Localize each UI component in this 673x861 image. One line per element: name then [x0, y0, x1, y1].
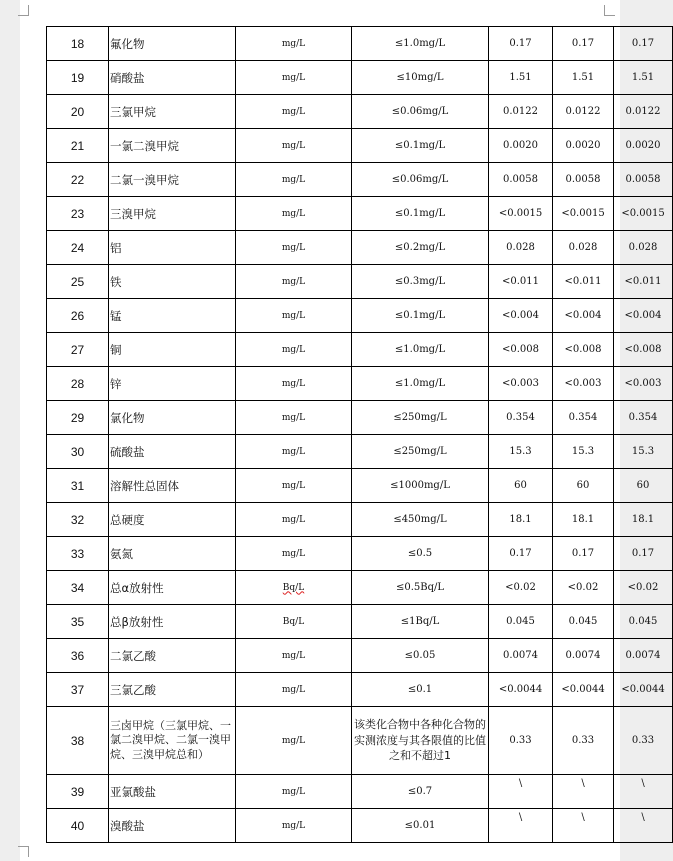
- result-cell: <0.008: [489, 333, 553, 367]
- result-cell: <0.0015: [614, 197, 673, 231]
- page-corner-mark: [18, 846, 29, 857]
- limit-cell: ≤1.0mg/L: [352, 27, 489, 61]
- unit-cell: mg/L: [236, 27, 352, 61]
- table-row: [47, 27, 673, 61]
- limit-cell: ≤10mg/L: [352, 61, 489, 95]
- result-cell: 0.028: [614, 231, 673, 265]
- result-cell: 0.354: [489, 401, 553, 435]
- unit-cell: mg/L: [236, 265, 352, 299]
- table-row: [47, 231, 673, 265]
- table-row: [47, 537, 673, 571]
- result-cell: <0.003: [614, 367, 673, 401]
- result-cell: 0.045: [614, 605, 673, 639]
- result-cell: 0.0074: [614, 639, 673, 673]
- result-cell: <0.008: [614, 333, 673, 367]
- table-row: [47, 605, 673, 639]
- result-cell: <0.004: [553, 299, 614, 333]
- page-corner-mark: [604, 5, 615, 16]
- item-name: 氨氮: [109, 537, 236, 571]
- row-index: 33: [47, 537, 109, 571]
- item-name: 铝: [109, 231, 236, 265]
- item-name: 一氯二溴甲烷: [109, 129, 236, 163]
- limit-cell: ≤0.05: [352, 639, 489, 673]
- result-cell: <0.0015: [553, 197, 614, 231]
- row-index: 23: [47, 197, 109, 231]
- item-name: 二氯一溴甲烷: [109, 163, 236, 197]
- item-name: 三卤甲烷（三氯甲烷、一氯二溴甲烷、二氯一溴甲烷、三溴甲烷总和）: [109, 707, 236, 775]
- unit-cell: mg/L: [236, 163, 352, 197]
- result-cell: <0.0044: [614, 673, 673, 707]
- result-cell: <0.0044: [489, 673, 553, 707]
- table-row: [47, 775, 673, 809]
- unit-cell: mg/L: [236, 435, 352, 469]
- limit-cell: 该类化合物中各种化合物的实测浓度与其各限值的比值之和不超过1: [352, 707, 489, 775]
- result-cell: 1.51: [489, 61, 553, 95]
- item-name: 溴酸盐: [109, 809, 236, 843]
- result-cell: 0.045: [489, 605, 553, 639]
- table-row: [47, 571, 673, 605]
- row-index: 35: [47, 605, 109, 639]
- unit-cell: mg/L: [236, 95, 352, 129]
- limit-cell: ≤250mg/L: [352, 401, 489, 435]
- limit-cell: ≤450mg/L: [352, 503, 489, 537]
- unit-cell: mg/L: [236, 537, 352, 571]
- row-index: 37: [47, 673, 109, 707]
- result-cell: <0.011: [614, 265, 673, 299]
- row-index: 28: [47, 367, 109, 401]
- item-name: 三氯乙酸: [109, 673, 236, 707]
- row-index: 22: [47, 163, 109, 197]
- unit-cell: mg/L: [236, 503, 352, 537]
- result-cell: 0.17: [553, 27, 614, 61]
- table-row: [47, 333, 673, 367]
- row-index: 24: [47, 231, 109, 265]
- result-cell: <0.004: [489, 299, 553, 333]
- item-name: 硝酸盐: [109, 61, 236, 95]
- item-name: 锌: [109, 367, 236, 401]
- result-cell: 0.17: [614, 537, 673, 571]
- result-cell: <0.003: [553, 367, 614, 401]
- unit-cell: [236, 571, 352, 605]
- spellcheck-underline: Bq/L: [282, 582, 305, 593]
- row-index: 20: [47, 95, 109, 129]
- limit-cell: ≤1Bq/L: [352, 605, 489, 639]
- result-cell: \: [614, 775, 673, 809]
- row-index: 32: [47, 503, 109, 537]
- item-name: 总β放射性: [109, 605, 236, 639]
- unit-cell: mg/L: [236, 707, 352, 775]
- row-index: 25: [47, 265, 109, 299]
- unit-cell: mg/L: [236, 809, 352, 843]
- limit-cell: ≤0.06mg/L: [352, 163, 489, 197]
- result-cell: 0.33: [614, 707, 673, 775]
- result-cell: 60: [614, 469, 673, 503]
- item-name: 二氯乙酸: [109, 639, 236, 673]
- table-row: [47, 265, 673, 299]
- item-name: 亚氯酸盐: [109, 775, 236, 809]
- limit-cell: ≤1000mg/L: [352, 469, 489, 503]
- limit-cell: ≤0.2mg/L: [352, 231, 489, 265]
- result-cell: \: [553, 809, 614, 843]
- row-index: 29: [47, 401, 109, 435]
- unit-cell: mg/L: [236, 333, 352, 367]
- limit-cell: ≤1.0mg/L: [352, 367, 489, 401]
- item-name: 三氯甲烷: [109, 95, 236, 129]
- table-row: [47, 367, 673, 401]
- result-cell: <0.0044: [553, 673, 614, 707]
- item-name: 铁: [109, 265, 236, 299]
- limit-cell: ≤0.1mg/L: [352, 299, 489, 333]
- result-cell: 18.1: [614, 503, 673, 537]
- result-cell: 0.0058: [614, 163, 673, 197]
- unit-cell: mg/L: [236, 197, 352, 231]
- table-row: [47, 129, 673, 163]
- result-cell: \: [489, 809, 553, 843]
- result-cell: <0.004: [614, 299, 673, 333]
- table-row: [47, 469, 673, 503]
- result-cell: 0.045: [553, 605, 614, 639]
- unit-cell: mg/L: [236, 469, 352, 503]
- table-row: [47, 95, 673, 129]
- table-row: [47, 673, 673, 707]
- result-cell: 0.0020: [614, 129, 673, 163]
- result-cell: <0.011: [489, 265, 553, 299]
- limit-cell: ≤0.01: [352, 809, 489, 843]
- result-cell: 0.028: [553, 231, 614, 265]
- result-cell: 0.17: [489, 27, 553, 61]
- result-cell: 0.0058: [553, 163, 614, 197]
- unit-cell: mg/L: [236, 639, 352, 673]
- table-row: [47, 61, 673, 95]
- limit-cell: ≤0.06mg/L: [352, 95, 489, 129]
- item-name: 氟化物: [109, 27, 236, 61]
- result-cell: <0.011: [553, 265, 614, 299]
- result-cell: 0.33: [553, 707, 614, 775]
- table-row: [47, 707, 673, 775]
- page-corner-mark: [18, 5, 29, 16]
- row-index: 38: [47, 707, 109, 775]
- unit-cell: mg/L: [236, 129, 352, 163]
- limit-cell: ≤0.7: [352, 775, 489, 809]
- result-cell: 0.17: [614, 27, 673, 61]
- row-index: 34: [47, 571, 109, 605]
- result-cell: \: [553, 775, 614, 809]
- table-row: [47, 503, 673, 537]
- unit-cell: mg/L: [236, 61, 352, 95]
- unit-cell: Bq/L: [236, 605, 352, 639]
- limit-cell: ≤0.3mg/L: [352, 265, 489, 299]
- result-cell: 60: [553, 469, 614, 503]
- result-cell: 18.1: [553, 503, 614, 537]
- limit-cell: ≤250mg/L: [352, 435, 489, 469]
- limit-cell: ≤1.0mg/L: [352, 333, 489, 367]
- unit-cell: mg/L: [236, 401, 352, 435]
- table-row: [47, 163, 673, 197]
- row-index: 26: [47, 299, 109, 333]
- result-cell: 15.3: [553, 435, 614, 469]
- row-index: 31: [47, 469, 109, 503]
- item-name: 氯化物: [109, 401, 236, 435]
- item-name: 三溴甲烷: [109, 197, 236, 231]
- row-index: 30: [47, 435, 109, 469]
- row-index: 27: [47, 333, 109, 367]
- result-cell: 0.0122: [614, 95, 673, 129]
- unit-cell: mg/L: [236, 673, 352, 707]
- result-cell: <0.02: [489, 571, 553, 605]
- unit-cell: mg/L: [236, 775, 352, 809]
- result-cell: 0.33: [489, 707, 553, 775]
- unit-cell: mg/L: [236, 367, 352, 401]
- result-cell: 1.51: [553, 61, 614, 95]
- result-cell: <0.003: [489, 367, 553, 401]
- row-index: 19: [47, 61, 109, 95]
- result-cell: 0.0074: [489, 639, 553, 673]
- result-cell: 1.51: [614, 61, 673, 95]
- result-cell: <0.02: [553, 571, 614, 605]
- result-cell: 0.0058: [489, 163, 553, 197]
- row-index: 18: [47, 27, 109, 61]
- limit-cell: ≤0.5: [352, 537, 489, 571]
- item-name: 溶解性总固体: [109, 469, 236, 503]
- result-cell: 0.0074: [553, 639, 614, 673]
- result-cell: \: [614, 809, 673, 843]
- item-name: 总α放射性: [109, 571, 236, 605]
- result-cell: <0.0015: [489, 197, 553, 231]
- result-cell: \: [489, 775, 553, 809]
- table-row: [47, 639, 673, 673]
- result-cell: 15.3: [614, 435, 673, 469]
- item-name: 硫酸盐: [109, 435, 236, 469]
- limit-cell: ≤0.1mg/L: [352, 197, 489, 231]
- unit-cell: mg/L: [236, 299, 352, 333]
- result-cell: 0.17: [489, 537, 553, 571]
- unit-cell: mg/L: [236, 231, 352, 265]
- row-index: 21: [47, 129, 109, 163]
- item-name: 铜: [109, 333, 236, 367]
- result-cell: 0.028: [489, 231, 553, 265]
- result-cell: 0.0020: [553, 129, 614, 163]
- result-cell: 0.0122: [553, 95, 614, 129]
- result-cell: 0.354: [553, 401, 614, 435]
- result-cell: 60: [489, 469, 553, 503]
- table-row: [47, 401, 673, 435]
- row-index: 36: [47, 639, 109, 673]
- item-name: 锰: [109, 299, 236, 333]
- result-cell: 0.17: [553, 537, 614, 571]
- limit-cell: ≤0.1mg/L: [352, 129, 489, 163]
- table-row: [47, 197, 673, 231]
- table-row: [47, 299, 673, 333]
- limit-cell: ≤0.5Bq/L: [352, 571, 489, 605]
- result-cell: 0.0122: [489, 95, 553, 129]
- result-cell: 0.0020: [489, 129, 553, 163]
- item-name: 总硬度: [109, 503, 236, 537]
- result-cell: 18.1: [489, 503, 553, 537]
- row-index: 39: [47, 775, 109, 809]
- result-cell: 15.3: [489, 435, 553, 469]
- table-row: [47, 809, 673, 843]
- row-index: 40: [47, 809, 109, 843]
- limit-cell: ≤0.1: [352, 673, 489, 707]
- result-cell: <0.02: [614, 571, 673, 605]
- result-cell: 0.354: [614, 401, 673, 435]
- result-cell: <0.008: [553, 333, 614, 367]
- water-quality-table: [46, 26, 673, 843]
- table-row: [47, 435, 673, 469]
